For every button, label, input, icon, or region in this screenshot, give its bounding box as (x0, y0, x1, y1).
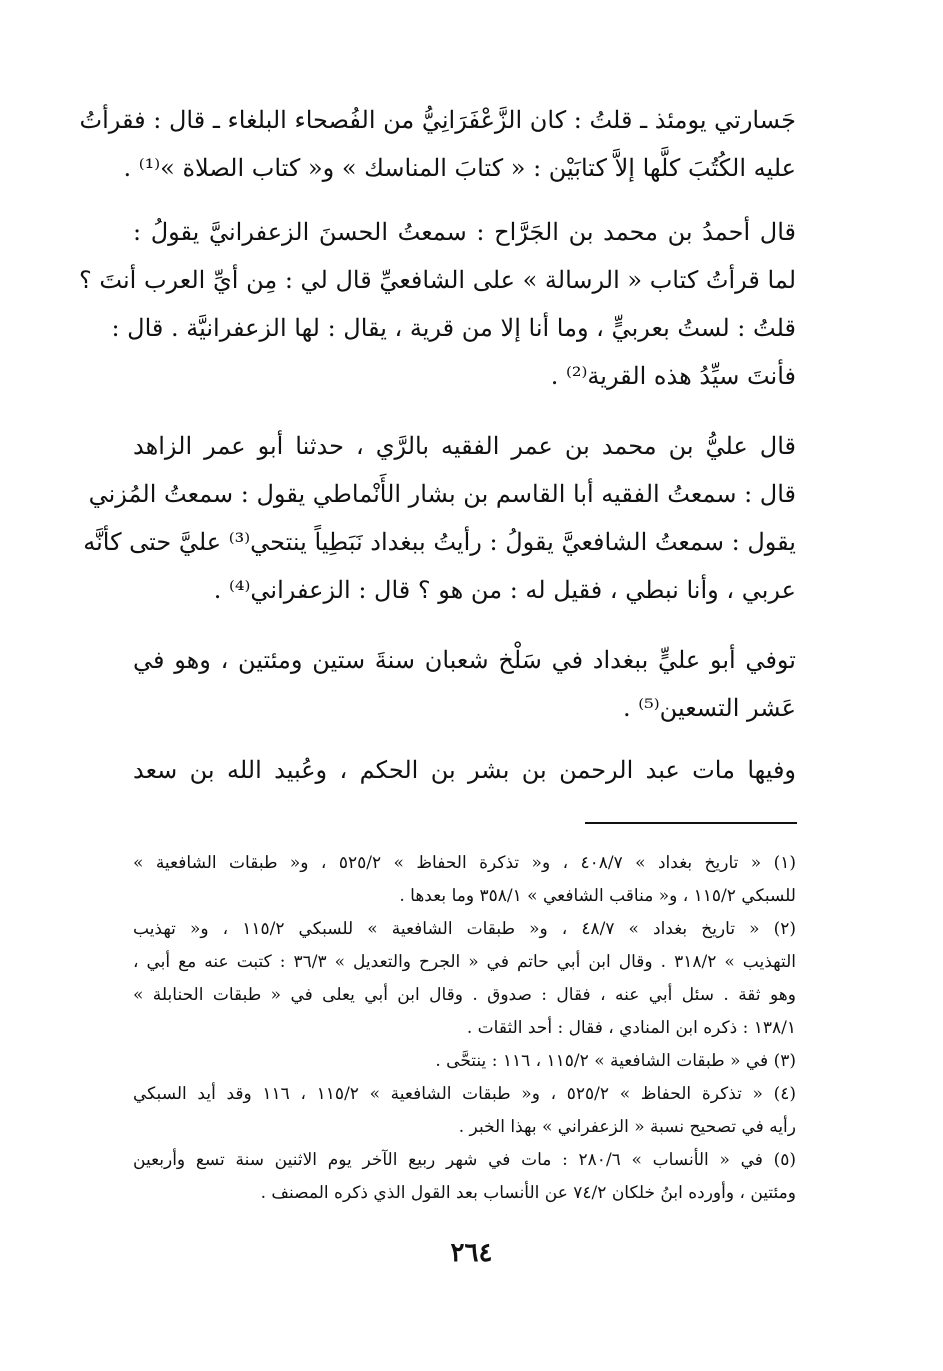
paragraph-3 (83, 422, 796, 614)
footnote-2 (133, 913, 796, 1045)
text-line: وفيها مات عبد الرحمن بن بشر بن الحكم ، وعُبيد الله بن سعد (133, 756, 796, 784)
footnote-line: (٥) في « الأنساب » ٢٨٠/٦ : مات في شهر ربيع الآخر يوم الاثنين سنة تسع وأربعين (133, 1150, 796, 1170)
text-line: فأنتَ سيِّدُ هذه القرية⁽²⁾ . (550, 362, 796, 390)
paragraph-1 (79, 96, 796, 192)
footnote-line: (٤) « تذكرة الحفاظ » ٥٢٥/٢ ، و« طبقات الشافعية » ١١٥/٢ ، ١١٦ وقد أيد السبكي (133, 1084, 797, 1104)
footnote-line: ١٣٨/١ : ذكره ابن المنادي ، فقال : أحد الثقات . (466, 1018, 796, 1038)
footnote-line: التهذيب » ٣١٨/٢ . وقال ابن أبي حاتم في « الجرح والتعديل » ٣٦/٣ : كتبت عنه مع أبي ، (133, 952, 796, 972)
footnote-line: وهو ثقة . سئل أبي عنه ، فقال : صدوق . وقال ابن أبي يعلى في « طبقات الحنابلة » (133, 985, 796, 1005)
text-line: توفي أبو عليٍّ ببغداد في سَلْخ شعبان سنةَ ستين ومئتين ، وهو في (133, 646, 796, 674)
footnote-line: (٢) « تاريخ بغداد » ٤٨/٧ ، و« طبقات الشافعية » للسبكي ١١٥/٢ ، و« تهذيب (133, 919, 796, 939)
footnote-separator (585, 822, 797, 824)
footnote-3 (133, 1045, 796, 1078)
text-line: عليه الكُتُبَ كلَّها إلاَّ كتابَيْن : « كتابَ المناسك » و« كتاب الصلاة »⁽¹⁾ . (123, 154, 796, 182)
text-line: عربي ، وأنا نبطي ، فقيل له : من هو ؟ قال : الزعفراني⁽⁴⁾ . (213, 576, 796, 604)
footnote-1 (133, 847, 796, 913)
text-line: قال : سمعتُ الفقيه أبا القاسم بن بشار الأَنْماطي يقول : سمعتُ المُزني (88, 480, 796, 508)
text-line: قال عليُّ بن محمد بن عمر الفقيه بالرَّي ، حدثنا أبو عمر الزاهد (133, 432, 796, 460)
paragraph-4 (133, 636, 796, 732)
text-line: جَسارتي يومئذ ـ قلتُ : كان الزَّعْفَرَانِيُّ من الفُصحاء البلغاء ـ قال : فقرأتُ (79, 106, 796, 134)
page-number: ٢٦٤ (450, 1238, 493, 1268)
footnote-line: (٣) في « طبقات الشافعية » ١١٥/٢ ، ١١٦ : ينتحَّى . (435, 1051, 796, 1071)
text-line: يقول : سمعتُ الشافعيَّ يقولُ : رأيتُ ببغداد نَبَطِياً ينتحي⁽³⁾ عليَّ حتى كأنَّه (83, 528, 796, 556)
paragraph-2 (79, 208, 796, 400)
text-line: قال أحمدُ بن محمد بن الجَرَّاح : سمعتُ الحسنَ الزعفرانيَّ يقولُ : (133, 218, 796, 246)
footnote-line: رأيه في تصحيح نسبة « الزعفراني » بهذا الخبر . (458, 1117, 796, 1137)
footnote-line: للسبكي ١١٥/٢ ، و« مناقب الشافعي » ٣٥٨/١ وما بعدها . (399, 886, 796, 906)
paragraph-5 (133, 746, 796, 794)
text-line: لما قرأتُ كتاب « الرسالة » على الشافعيِّ قال لي : مِن أيِّ العرب أنتَ ؟ (79, 266, 796, 294)
footnote-5 (133, 1144, 796, 1210)
text-line: عَشر التسعين⁽⁵⁾ . (623, 694, 796, 722)
footnote-line: ومئتين ، وأورده ابنُ خلكان ٧٤/٢ عن الأنساب بعد القول الذي ذكره المصنف . (260, 1183, 796, 1203)
footnotes (133, 847, 796, 1210)
text-line: قلتُ : لستُ بعربيٍّ ، وما أنا إلا من قرية ، يقال : لها الزعفرانيَّة . قال : (111, 314, 796, 342)
footnote-line: (١) « تاريخ بغداد » ٤٠٨/٧ ، و« تذكرة الحفاظ » ٥٢٥/٢ ، و« طبقات الشافعية » (133, 853, 796, 873)
footnote-4 (133, 1078, 796, 1144)
